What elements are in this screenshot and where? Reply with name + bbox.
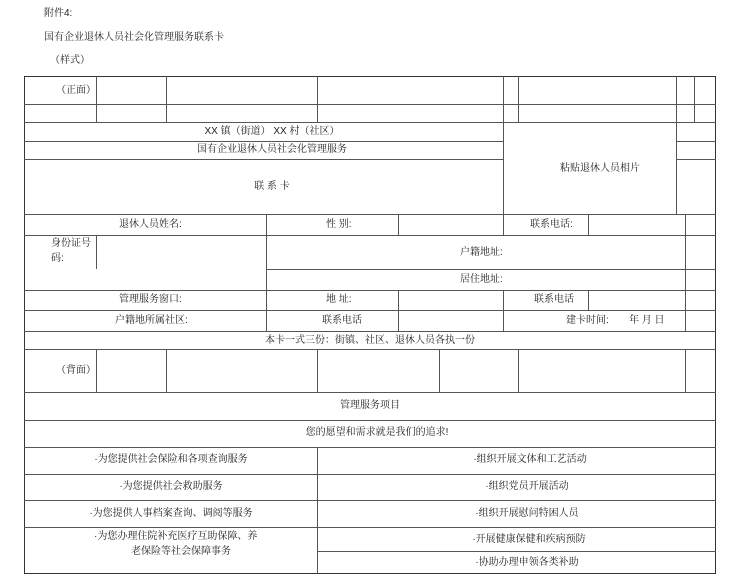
row-divider [24, 331, 716, 332]
slogan: 您的愿望和需求就是我们的追求! [305, 427, 449, 438]
col-divider [518, 76, 519, 122]
col-divider [685, 214, 686, 331]
col-divider [266, 214, 267, 331]
right-service-item: ·组织开展文体和工艺活动 [473, 454, 587, 465]
col-divider [503, 214, 504, 235]
card-title: 国有企业退休人员社会化管理服务联系卡 [44, 32, 224, 43]
row-divider [24, 349, 716, 350]
services-title: 管理服务项目 [340, 400, 400, 411]
row-divider [24, 141, 504, 142]
col-divider [96, 349, 97, 392]
gender-label: 性 别: [326, 219, 352, 230]
left-service-item: ·为您提供社会救助服务 [119, 481, 223, 492]
service-window-label: 管理服务窗口: [119, 294, 182, 305]
right-service-item: ·开展健康保健和疾病预防 [472, 534, 586, 545]
row-divider [24, 104, 716, 105]
window-phone-label: 联系电话 [534, 294, 574, 305]
copies-note: 本卡一式三份：街镇、社区、退休人员各执一份 [265, 335, 475, 346]
col-divider [503, 76, 504, 214]
col-divider [317, 447, 318, 574]
col-divider [588, 290, 589, 310]
row-divider [676, 159, 716, 160]
household-address-label: 户籍地址: [460, 247, 503, 258]
row-divider [24, 500, 716, 501]
community-label: 户籍地所属社区: [115, 315, 188, 326]
photo-placeholder: 粘贴退休人员相片 [560, 163, 640, 174]
row-divider [24, 159, 504, 160]
location-line: XX 镇（街道） XX 村（社区） [204, 126, 340, 137]
col-divider [317, 76, 318, 122]
address-label: 地 址: [326, 294, 352, 305]
col-divider [439, 349, 440, 392]
right-service-item: ·组织开展慰问特困人员 [475, 508, 579, 519]
left-service-item-cont: 老保险等社会保障事务 [131, 546, 231, 557]
row-divider [24, 310, 716, 311]
row-divider [24, 214, 716, 215]
row-divider [24, 392, 716, 393]
row-divider [24, 447, 716, 448]
left-service-item: ·为您提供人事档案查询、调阅等服务 [89, 508, 253, 519]
sample-label: （样式） [50, 55, 90, 66]
card-date-label: 建卡时间: [566, 315, 609, 326]
card-word: 联 系 卡 [254, 181, 290, 192]
row-divider [24, 474, 716, 475]
row-divider [24, 235, 716, 236]
row-divider [24, 290, 716, 291]
row-divider [24, 420, 716, 421]
row-divider [318, 551, 716, 552]
retiree-name-label: 退休人员姓名: [119, 219, 182, 230]
org-line: 国有企业退休人员社会化管理服务 [197, 144, 347, 155]
front-side-label: （正面） [56, 85, 96, 96]
col-divider [317, 349, 318, 392]
col-divider [694, 76, 695, 122]
id-number-label-cont: 码: [51, 253, 64, 264]
col-divider [398, 214, 399, 235]
col-divider [685, 349, 686, 392]
col-divider [166, 76, 167, 122]
left-service-item: ·为您办理住院补充医疗互助保障、养 [94, 531, 258, 542]
back-side-label: （背面） [56, 365, 96, 376]
right-service-item: ·组织党员开展活动 [485, 481, 569, 492]
row-divider [676, 141, 716, 142]
col-divider [398, 290, 399, 331]
card-date-units: 年 月 日 [629, 315, 665, 326]
attachment-label: 附件4: [44, 8, 73, 19]
col-divider [676, 76, 677, 214]
col-divider [96, 235, 97, 269]
col-divider [518, 349, 519, 392]
row-divider [266, 269, 716, 270]
col-divider [503, 290, 504, 331]
residence-address-label: 居住地址: [460, 274, 503, 285]
row-divider [24, 527, 716, 528]
col-divider [96, 76, 97, 122]
right-service-item: ·协助办理申领各类补助 [475, 557, 579, 568]
left-service-item: ·为您提供社会保险和各项查询服务 [94, 454, 248, 465]
row-divider [24, 122, 716, 123]
id-number-label: 身份证号 [51, 238, 91, 249]
col-divider [588, 214, 589, 235]
col-divider [166, 349, 167, 392]
phone-label: 联系电话: [530, 219, 573, 230]
community-phone-label: 联系电话 [322, 315, 362, 326]
